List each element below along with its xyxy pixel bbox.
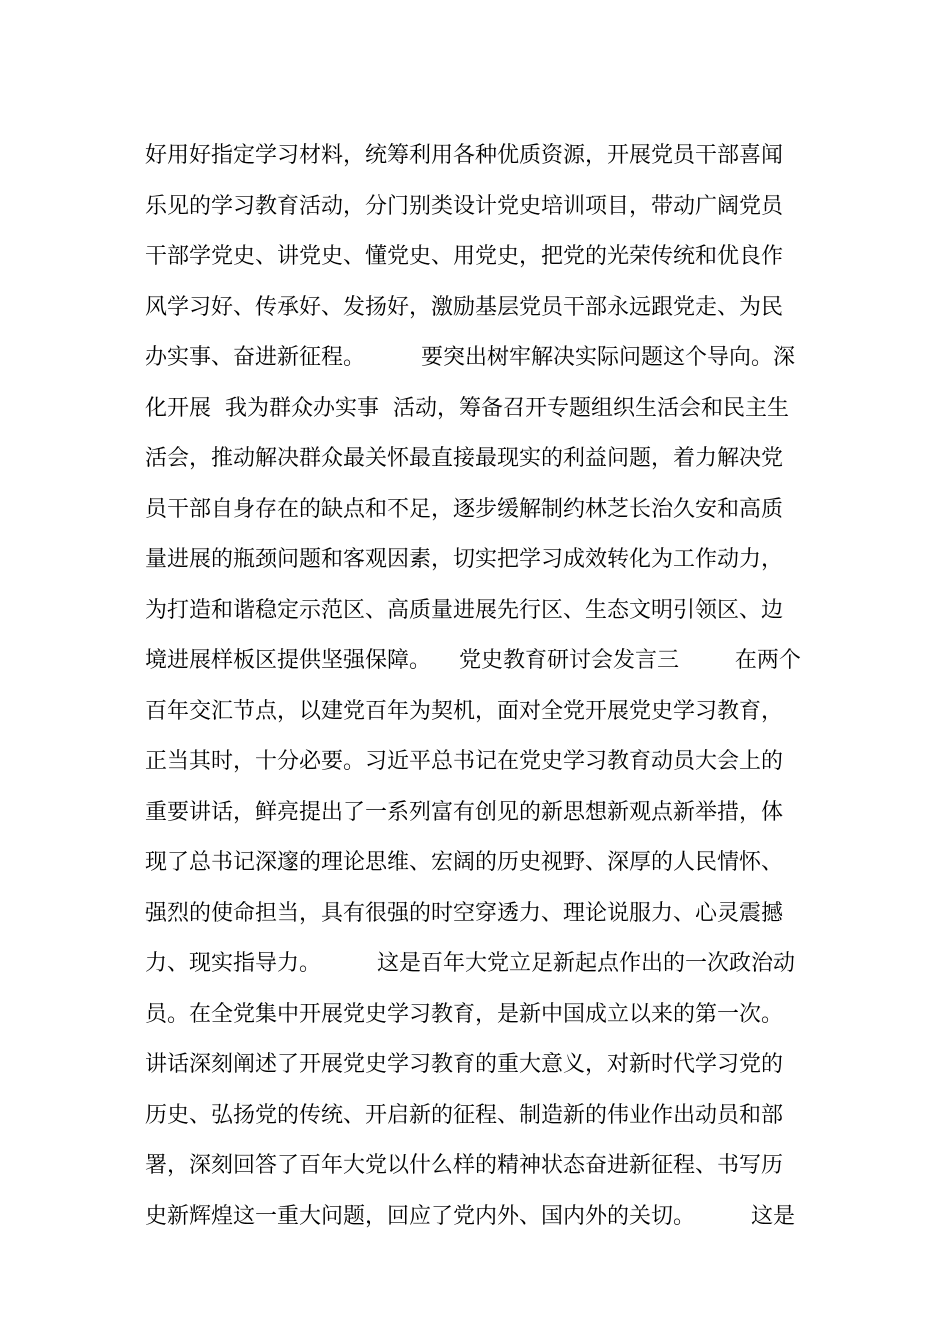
- text-line: 署，深刻回答了百年大党以什么样的精神状态奋进新征程、书写历: [145, 1153, 784, 1178]
- text-line: 历史、弘扬党的传统、开启新的征程、制造新的伟业作出动员和部: [145, 1102, 784, 1128]
- text-line: 员干部自身存在的缺点和不足，逐步缓解制约林芝长治久安和高质: [145, 496, 784, 522]
- text-line: 史新辉煌这一重大问题，回应了党内外、国内外的关切。 这是: [145, 1203, 795, 1229]
- text-line: 化开展 我为群众办实事 活动，筹备召开专题组织生活会和民主生: [145, 395, 789, 421]
- text-line: 办实事、奋进新征程。 要突出树牢解决实际问题这个导向。深: [145, 345, 795, 370]
- text-line: 好用好指定学习材料，统筹利用各种优质资源，开展党员干部喜闻: [145, 143, 784, 168]
- text-line: 现了总书记深邃的理论思维、宏阔的历史视野、深厚的人民情怀、: [145, 850, 784, 875]
- text-line: 讲话深刻阐述了开展党史学习教育的重大意义，对新时代学习党的: [145, 1052, 784, 1077]
- text-line: 干部学党史、讲党史、懂党史、用党史，把党的光荣传统和优良作: [145, 244, 784, 269]
- text-line: 正当其时，十分必要。习近平总书记在党史学习教育动员大会上的: [145, 749, 784, 774]
- text-line: 量进展的瓶颈问题和客观因素，切实把学习成效转化为工作动力，: [145, 547, 784, 572]
- text-line: 风学习好、传承好、发扬好，激励基层党员干部永远跟党走、为民: [145, 294, 784, 320]
- body-text: [145, 131, 815, 1242]
- text-line: 为打造和谐稳定示范区、高质量进展先行区、生态文明引领区、边: [145, 597, 784, 623]
- text-line: 活会，推动解决群众最关怀最直接最现实的利益问题，着力解决党: [145, 446, 784, 471]
- text-line: 重要讲话，鲜亮提出了一系列富有创见的新思想新观点新举措，体: [145, 799, 784, 825]
- text-line: 境进展样板区提供坚强保障。 党史教育研讨会发言三 在两个: [145, 648, 801, 673]
- text-line: 乐见的学习教育活动，分门别类设计党史培训项目，带动广阔党员: [145, 193, 784, 219]
- text-line: 力、现实指导力。 这是百年大党立足新起点作出的一次政治动: [145, 951, 795, 976]
- text-line: 员。在全党集中开展党史学习教育，是新中国成立以来的第一次。: [145, 1001, 784, 1027]
- text-line: 强烈的使命担当，具有很强的时空穿透力、理论说服力、心灵震撼: [145, 900, 784, 926]
- text-line: 百年交汇节点，以建党百年为契机，面对全党开展党史学习教育，: [145, 698, 784, 724]
